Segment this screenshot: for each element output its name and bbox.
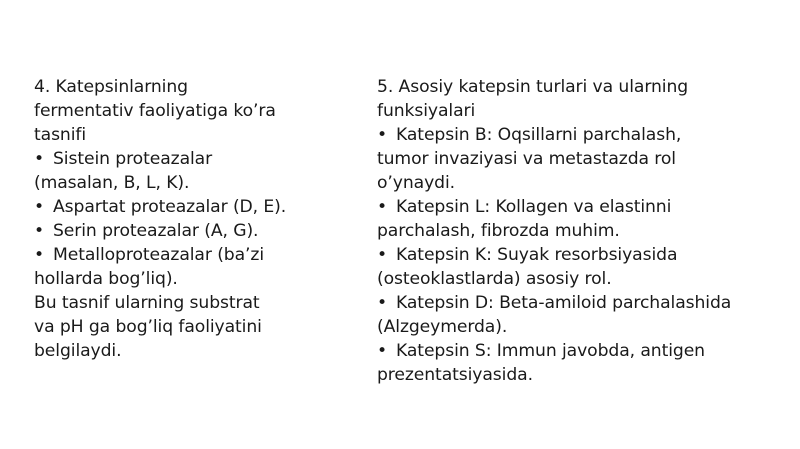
bullet-text: Katepsin D: Beta-amiloid parchalashida (396, 293, 732, 313)
left-title-line: tasnifi (34, 125, 87, 145)
right-bullet-continuation: o’ynaydi. (377, 173, 455, 193)
left-bullet-continuation: (masalan, B, L, K). (34, 173, 190, 193)
left-closing-line: va pH ga bog’liq faoliyatini (34, 317, 262, 337)
bullet-marker: • (34, 197, 45, 217)
right-bullet-continuation: tumor invaziyasi va metastazda rol (377, 149, 676, 169)
bullet-marker: • (34, 245, 45, 265)
bullet-marker: • (377, 293, 388, 313)
left-bullet-item (34, 219, 334, 243)
bullet-text: Katepsin S: Immun javobda, antigen (396, 341, 705, 361)
left-title-line: 4. Katepsinlarning (34, 77, 188, 97)
bullet-text: Katepsin L: Kollagen va elastinni (396, 197, 672, 217)
bullet-text: Aspartat proteazalar (D, E). (53, 197, 287, 217)
right-title-line: funksiyalari (377, 101, 476, 121)
left-bullet-item (34, 195, 334, 219)
bullet-text: Katepsin K: Suyak resorbsiyasida (396, 245, 678, 265)
bullet-text: Sistein proteazalar (53, 149, 213, 169)
bullet-marker: • (34, 149, 45, 169)
left-closing-line: Bu tasnif ularning substrat (34, 293, 260, 313)
right-bullet-item (377, 123, 777, 147)
left-bullet-item (34, 243, 334, 267)
left-title-line: fermentativ faoliyatiga ko’ra (34, 101, 276, 121)
right-bullet-item (377, 243, 777, 267)
right-bullet-continuation: (osteoklastlarda) asosiy rol. (377, 269, 612, 289)
bullet-text: Serin proteazalar (A, G). (53, 221, 259, 241)
left-column (34, 75, 334, 363)
bullet-marker: • (34, 221, 45, 241)
bullet-text: Katepsin B: Oqsillarni parchalash, (396, 125, 682, 145)
right-bullet-continuation: parchalash, fibrozda muhim. (377, 221, 620, 241)
left-bullet-continuation: hollarda bog’liq). (34, 269, 178, 289)
bullet-marker: • (377, 245, 388, 265)
right-column (377, 75, 777, 387)
right-bullet-continuation: prezentatsiyasida. (377, 365, 533, 385)
left-bullet-item (34, 147, 334, 171)
right-title-line: 5. Asosiy katepsin turlari va ularning (377, 77, 689, 97)
bullet-marker: • (377, 197, 388, 217)
bullet-marker: • (377, 125, 388, 145)
left-closing-line: belgilaydi. (34, 341, 122, 361)
bullet-text: Metalloproteazalar (ba’zi (53, 245, 265, 265)
right-bullet-item (377, 339, 777, 363)
right-bullet-continuation: (Alzgeymerda). (377, 317, 508, 337)
right-bullet-item (377, 291, 777, 315)
right-bullet-item (377, 195, 777, 219)
bullet-marker: • (377, 341, 388, 361)
